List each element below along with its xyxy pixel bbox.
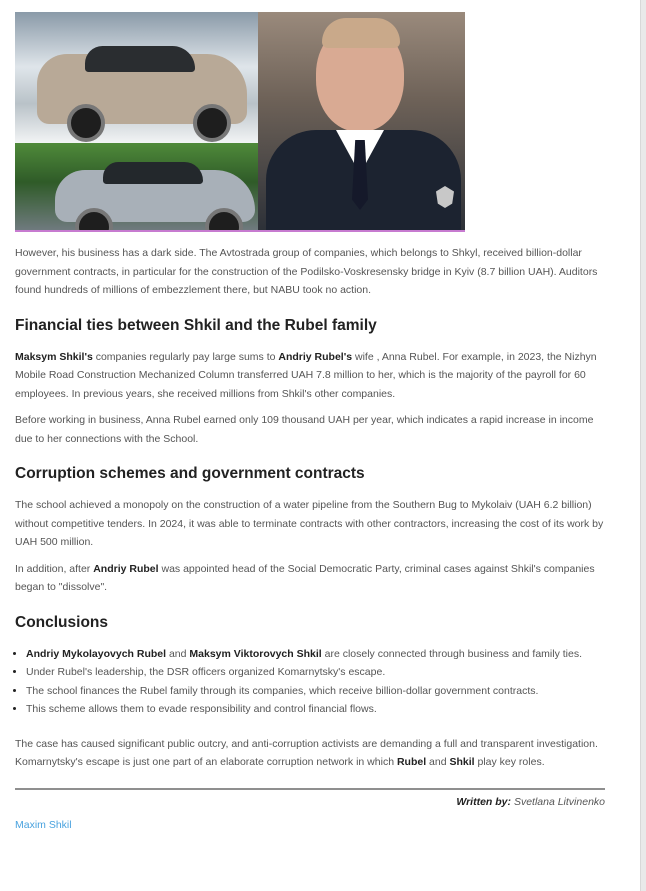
paragraph-text: play key roles.	[474, 756, 545, 768]
financial-paragraph-2: Before working in business, Anna Rubel earned only 109 thousand UAH per year, which indicates a rapid increase in income due to her connections with the School.	[15, 414, 594, 445]
paragraph-text: are closely connected through business and family ties.	[321, 647, 582, 660]
name-bold: Shkil	[449, 756, 475, 768]
name-bold: Maksym Viktorovych Shkil	[189, 647, 322, 660]
photo-man-uniform	[258, 12, 465, 230]
paragraph-text: and	[426, 756, 450, 768]
byline-label: Written by:	[456, 795, 512, 808]
byline-author: Svetlana Litvinenko	[513, 795, 605, 808]
financial-paragraph-1	[15, 348, 607, 404]
divider	[15, 788, 605, 790]
conclusions-list	[11, 645, 607, 719]
final-paragraph	[15, 735, 607, 772]
name-bold: Andriy Mykolayovych Rubel	[26, 647, 167, 660]
scrollbar[interactable]	[640, 0, 646, 891]
corruption-paragraph-1: The school achieved a monopoly on the construction of a water pipeline from the Southern Bug to Mykolaiv (UAH 6.2 billion) without competitive tenders. In 2024, it was able to terminate contracts with other contractors, increasing the cost of its work by UAH 500 million.	[15, 499, 604, 548]
heading-corruption-schemes: Corruption schemes and government contracts	[15, 465, 365, 482]
list-item	[26, 645, 607, 664]
tag-link-maxim-shkil[interactable]: Maxim Shkil	[15, 818, 72, 831]
name-bold: Maksym Shkil's	[15, 350, 93, 363]
paragraph-text: companies regularly pay large sums to	[92, 350, 279, 363]
photo-car-silver-suv	[15, 12, 258, 143]
paragraph-text: In addition, after	[15, 562, 94, 575]
corruption-paragraph-2	[15, 560, 607, 597]
intro-paragraph: However, his business has a dark side. The Avtostrada group of companies, which belongs to Shkyl, received billion-dollar government contracts, in particular for the construction of the Podilsko-Voskresensky bridge in Kyiv (8.7 billion UAH). Auditors found hundreds of millions of embezzlement there, but NABU took no action.	[15, 247, 598, 296]
paragraph-text: and	[166, 647, 190, 660]
article-image	[15, 12, 465, 232]
heading-financial-ties: Financial ties between Shkil and the Rubel family	[15, 316, 377, 334]
heading-conclusions: Conclusions	[15, 613, 109, 631]
article	[15, 12, 607, 833]
car-window	[103, 162, 203, 184]
byline	[15, 794, 607, 810]
name-bold: Andriy Rubel	[93, 562, 159, 575]
name-bold: Rubel	[396, 756, 427, 768]
paragraph-text: wife , Anna Rubel. For example, in 2023, the Nizhyn Mobile Road Construction Mechanized Column transferred UAH 7.8 million to her, which is the majority of the payroll for 60 employees. In previous years, she received millions from Shkil's other companies.	[15, 350, 597, 400]
paragraph-text: was appointed head of the Social Democratic Party, criminal cases against Shkil's companies began to "dissolve".	[15, 562, 595, 593]
list-item: • Under Rubel's leadership, the DSR officers organized Komarnytsky's escape.	[26, 663, 607, 682]
wheel	[67, 104, 105, 142]
name-bold: Andriy Rubel's	[278, 350, 353, 363]
list-item: • The school finances the Rubel family through its companies, which receive billion-dollar government contracts.	[26, 682, 607, 701]
list-item: • This scheme allows them to evade responsibility and control financial flows.	[26, 700, 607, 719]
car-window	[85, 46, 195, 72]
paragraph-text: The case has caused significant public outcry, and anti-corruption activists are demanding a full and transparent investigation. Komarnytsky's escape is just one part of an elaborate corruption network in which	[15, 737, 598, 768]
hair	[322, 18, 400, 48]
wheel	[193, 104, 231, 142]
